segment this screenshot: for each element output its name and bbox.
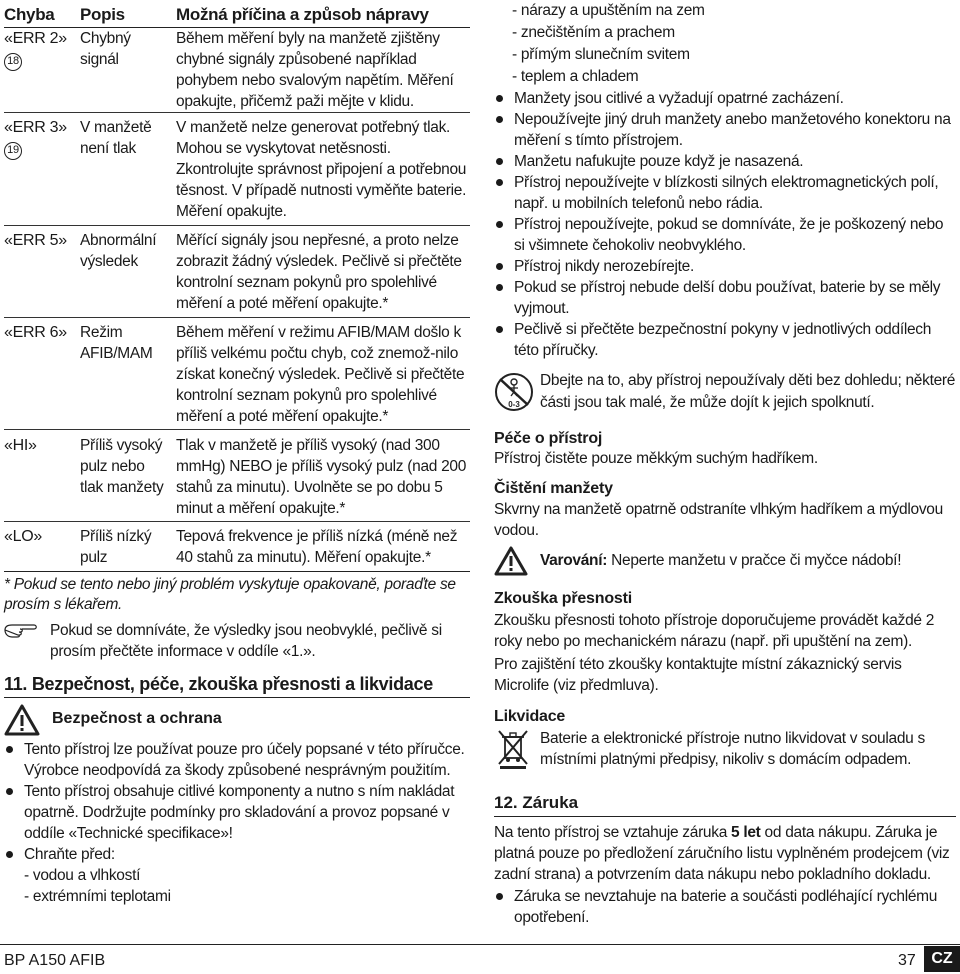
warranty-pre: Na tento přístroj se vztahuje záruka [494, 824, 732, 841]
error-code: «ERR 5» [4, 232, 67, 249]
accuracy-text-1: Zkoušku přesnosti tohoto přístroje doporučujeme provádět každé 2 roky nebo po mechanickém nárazu (např. při upuštění na zem). [494, 612, 935, 650]
list-item [494, 319, 956, 361]
protect-list [24, 865, 470, 907]
protect-item: - extrémními teplotami [24, 888, 171, 905]
list-item [494, 109, 956, 151]
error-code: «ERR 3» [4, 119, 67, 136]
bullet-icon [496, 893, 503, 900]
language-badge: CZ [924, 946, 960, 972]
protect-item-text: teplem a chladem [520, 68, 639, 85]
child-age-warning-icon [494, 372, 534, 412]
wash-warning [494, 546, 956, 580]
protect-item-text: vodou a vlhkostí [32, 867, 141, 884]
accuracy-title: Zkouška přesnosti [494, 590, 632, 607]
list-item [494, 256, 956, 277]
child-warning [494, 370, 956, 416]
header-description: Popis [80, 5, 125, 24]
error-table-header [4, 4, 470, 28]
list-item [494, 172, 956, 214]
list-item-text: Nepoužívejte jiný druh manžety anebo manžetového konektoru na měření s tímto přístrojem. [514, 111, 951, 149]
table-row [4, 28, 470, 113]
error-description: V manžetě není tlak [80, 119, 152, 157]
warranty-years: 5 let [731, 824, 761, 841]
error-fix: Tlak v manžetě je příliš vysoký (nad 300 mmHg) NEBO je příliš vysoký pulz (nad 200 stahů za minutu). Uvolněte se po dobu 5 minut a měření opakujte.* [176, 437, 467, 517]
list-item [494, 886, 956, 928]
section-11-title: 11. Bezpečnost, péče, zkouška přesnosti a likvidace [4, 674, 433, 694]
page-number: 37 [898, 952, 916, 969]
bullet-icon [6, 746, 13, 753]
protect-item-text: přímým slunečním svitem [520, 46, 690, 63]
warning-message: Neperte manžetu v pračce či myčce nádobí! [607, 552, 902, 569]
section-rule [494, 816, 956, 817]
warranty-list [494, 886, 956, 928]
protect-item: - teplem a chladem [512, 68, 639, 85]
section-12-title: 12. Záruka [494, 793, 579, 812]
warning-triangle-icon [494, 546, 528, 576]
child-warning-text: Dbejte na to, aby přístroj nepoužívaly děti bez dohledu; některé části jsou tak malé, že může dojít k jejich spolknutí. [540, 372, 956, 411]
note-text: Pokud se domníváte, že výsledky jsou neobvyklé, pečlivě si prosím přečtěte informace v oddíle «1.». [50, 622, 442, 660]
error-description: Příliš nízký pulz [80, 528, 152, 566]
warranty-text [494, 822, 956, 885]
safety-list-right [494, 88, 956, 361]
section-rule [4, 697, 470, 698]
ref-number: 18 [4, 53, 22, 71]
table-row [4, 435, 470, 522]
protect-item-text: extrémními teplotami [32, 888, 171, 905]
bullet-icon [496, 158, 503, 165]
bullet-icon [496, 116, 503, 123]
cuff-cleaning-text: Skvrny na manžetě opatrně odstraníte vlhkým hadříkem a mýdlovou vodou. [494, 501, 943, 539]
protect-item-text: nárazy a upuštěním na zem [520, 2, 705, 19]
error-fix: Měřící signály jsou nepřesné, a proto nelze zobrazit žádný výsledek. Pečlivě si přečtěte kontrolní seznam pokynů pro spolehlivé měření a poté měření opakujte.* [176, 232, 462, 312]
error-fix: Během měření byly na manžetě zjištěny chybné signály způsobené například pohybem nebo svalovým napětím. Měření opakujte, přičemž paži mějte v klidu. [176, 30, 454, 110]
list-item [494, 151, 956, 172]
bullet-icon [496, 326, 503, 333]
list-item-text: Přístroj nikdy nerozebírejte. [514, 258, 694, 275]
error-code: «ERR 2» [4, 30, 67, 47]
header-cause: Možná příčina a způsob nápravy [176, 5, 429, 24]
cuff-cleaning-title: Čištění manžety [494, 480, 613, 497]
error-code: «LO» [4, 528, 42, 545]
error-code: «HI» [4, 437, 37, 454]
protect-item: - vodou a vlhkostí [24, 867, 141, 884]
care-text: Přístroj čistěte pouze měkkým suchým hadříkem. [494, 450, 818, 467]
table-row [4, 230, 470, 318]
list-item-text: Pečlivě si přečtěte bezpečnostní pokyny v jednotlivých oddílech této příručky. [514, 321, 932, 359]
bullet-icon [6, 851, 13, 858]
child-icon-label: 0-3 [508, 400, 520, 409]
list-item-text: Přístroj nepoužívejte v blízkosti silných elektromagnetických polí, např. u mobilních telefonů nebo rádia. [514, 174, 939, 212]
bullet-icon [496, 263, 503, 270]
table-row [4, 117, 470, 226]
list-item-text: Tento přístroj obsahuje citlivé komponenty a nutno s ním nakládat opatrně. Dodržujte podmínky pro skladování a provoz popsané v oddíle «Technické specifikace»! [24, 783, 455, 842]
warranty-post: od data nákupu. Záruka je platná pouze po předložení záručního listu vyplněném prodejcem (viz zadní strana) a potvrzením data nákupu nebo pokladního dokladu. [494, 824, 950, 883]
bullet-icon [496, 179, 503, 186]
error-code: «ERR 6» [4, 324, 67, 341]
disposal-text: Baterie a elektronické přístroje nutno likvidovat v souladu s místními platnými předpisy, nikoliv s domácím odpadem. [540, 730, 925, 768]
list-item [4, 844, 470, 907]
disposal-title: Likvidace [494, 708, 566, 725]
list-item [4, 739, 470, 781]
error-fix: Tepová frekvence je příliš nízká (méně než 40 stahů za minutu). Měření opakujte.* [176, 528, 458, 566]
error-description: Režim AFIB/MAM [80, 324, 153, 362]
list-item [494, 277, 956, 319]
bullet-icon [496, 95, 503, 102]
accuracy-text-2: Pro zajištění této zkoušky kontaktujte místní zákaznický servis Microlife (viz předmluva). [494, 656, 902, 694]
protect-item: - znečištěním a prachem [512, 24, 675, 41]
list-item [494, 88, 956, 109]
warning-label: Varování: [540, 552, 608, 569]
list-item-text: Manžety jsou citlivé a vyžadují opatrné zacházení. [514, 90, 844, 107]
list-item-text: Pokud se přístroj nebude delší dobu používat, baterie by se měly vyjmout. [514, 279, 941, 317]
protect-list-continued [494, 0, 956, 88]
wash-warning-text [540, 550, 901, 571]
crossed-bin-icon [496, 728, 530, 770]
warning-triangle-icon [4, 704, 40, 736]
bullet-icon [496, 221, 503, 228]
list-item-text: Záruka se nevztahuje na baterie a součásti podléhající rychlému opotřebení. [514, 888, 938, 926]
footer-rule [0, 944, 960, 945]
error-fix: V manžetě nelze generovat potřebný tlak. Mohou se vyskytovat netěsnosti. Zkontrolujte správnost připojení a potřebnou těsnost. V případě nutnosti vyměňte baterie. Měření opakujte. [176, 119, 467, 220]
list-item [494, 214, 956, 256]
list-item-text: Přístroj nepoužívejte, pokud se domníváte, že je poškozený nebo si všimnete čehokoliv neobvyklého. [514, 216, 944, 254]
footnote: * Pokud se tento nebo jiný problém vyskytuje opakovaně, poraďte se prosím s lékařem. [4, 576, 456, 613]
protect-item-text: znečištěním a prachem [520, 24, 675, 41]
list-item-text: Manžetu nafukujte pouze když je nasazená. [514, 153, 804, 170]
list-item-text: Tento přístroj lze používat pouze pro účely popsané v této příručce. Výrobce neodpovídá za škody způsobené nesprávným použitím. [24, 741, 465, 779]
error-fix: Během měření v režimu AFIB/MAM došlo k příliš velkému počtu chyb, což znemož-nilo získat konečný výsledek. Pečlivě si přečtěte kontrolní seznam pokynů pro spolehlivé měření a poté měření opakujte.* [176, 324, 465, 425]
error-description: Chybný signál [80, 30, 131, 68]
footer-model: BP A150 AFIB [4, 952, 106, 969]
ref-number: 19 [4, 142, 22, 160]
bullet-icon [6, 788, 13, 795]
safety-title: Bezpečnost a ochrana [52, 710, 222, 727]
header-error: Chyba [4, 5, 55, 24]
care-title: Péče o přístroj [494, 430, 603, 447]
safety-list [4, 739, 470, 907]
error-description: Příliš vysoký pulz nebo tlak manžety [80, 437, 164, 496]
pointing-hand-icon [4, 622, 44, 638]
safety-heading [4, 704, 470, 740]
bullet-icon [496, 284, 503, 291]
table-row [4, 526, 470, 572]
list-item-text: Chraňte před: [24, 846, 115, 863]
table-row [4, 322, 470, 430]
error-description: Abnormální výsledek [80, 232, 157, 270]
protect-item: - přímým slunečním svitem [512, 46, 690, 63]
protect-item: - nárazy a upuštěním na zem [512, 2, 705, 19]
list-item [4, 781, 470, 844]
disposal-row [494, 728, 956, 774]
